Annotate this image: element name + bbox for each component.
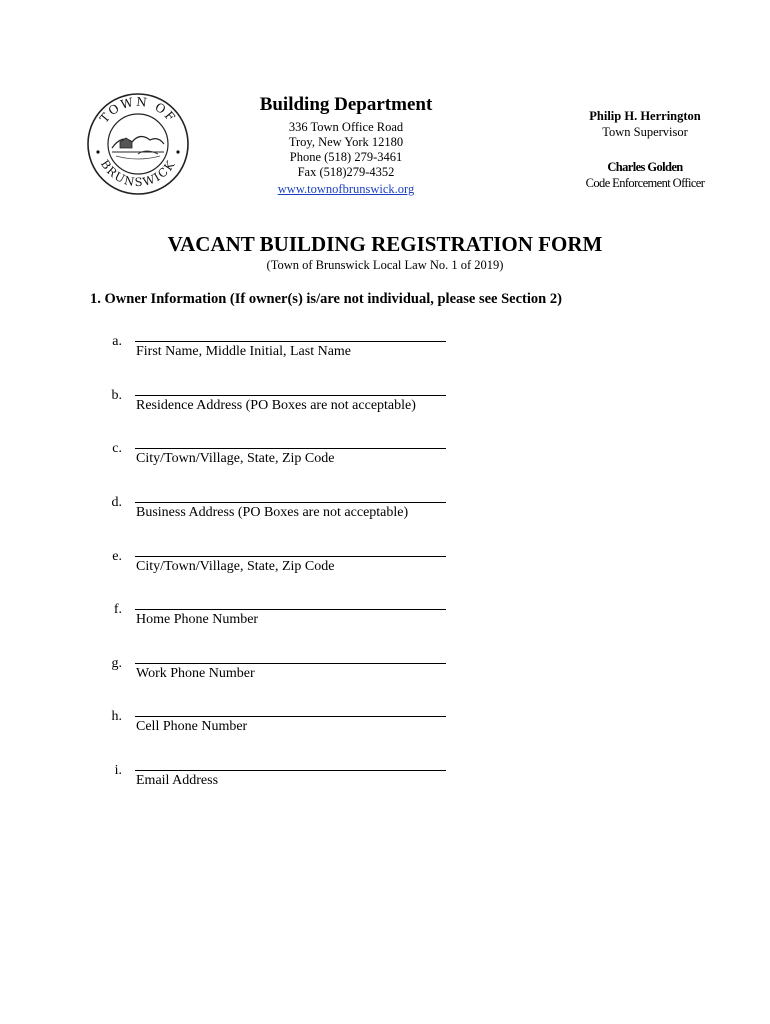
- field-input-line[interactable]: [135, 502, 446, 503]
- field-home-phone: [0, 602, 770, 649]
- department-name: Building Department: [259, 94, 433, 115]
- field-letter: e.: [112, 549, 122, 564]
- field-caption: Work Phone Number: [136, 666, 255, 681]
- svg-text:BRUNSWICK: BRUNSWICK: [97, 157, 179, 190]
- supervisor-name: Philip H. Herrington: [589, 109, 701, 123]
- field-cell-phone: [0, 709, 770, 756]
- town-seal-logo: [86, 92, 190, 196]
- field-letter: g.: [111, 656, 122, 671]
- field-input-line[interactable]: [135, 770, 446, 771]
- field-email: [0, 763, 770, 810]
- field-caption: Residence Address (PO Boxes are not acceptable): [136, 398, 416, 413]
- form-title: VACANT BUILDING REGISTRATION FORM: [167, 232, 603, 256]
- field-caption: City/Town/Village, State, Zip Code: [136, 451, 335, 466]
- field-input-line[interactable]: [135, 341, 446, 342]
- fax-number: Fax (518)279-4352: [297, 165, 395, 179]
- phone-number: Phone (518) 279-3461: [289, 150, 403, 164]
- field-letter: d.: [111, 495, 122, 510]
- website-link[interactable]: www.townofbrunswick.org: [277, 182, 415, 196]
- field-caption: City/Town/Village, State, Zip Code: [136, 559, 335, 574]
- address-city: Troy, New York 12180: [288, 135, 404, 149]
- code-officer-name: Charles Golden: [607, 160, 683, 174]
- field-letter: a.: [112, 334, 122, 349]
- field-business-city: [0, 549, 770, 596]
- field-residence-address: [0, 388, 770, 435]
- field-input-line[interactable]: [135, 395, 446, 396]
- address-street: 336 Town Office Road: [288, 120, 404, 134]
- field-letter: f.: [113, 602, 122, 617]
- field-input-line[interactable]: [135, 448, 446, 449]
- code-officer-title: Code Enforcement Officer: [585, 176, 705, 190]
- field-residence-city: [0, 441, 770, 488]
- field-work-phone: [0, 656, 770, 703]
- field-owner-name: [0, 334, 770, 381]
- field-input-line[interactable]: [135, 556, 446, 557]
- form-subtitle: (Town of Brunswick Local Law No. 1 of 2019): [266, 258, 504, 272]
- supervisor-title: Town Supervisor: [602, 125, 688, 139]
- field-input-line[interactable]: [135, 716, 446, 717]
- officials-block: [560, 108, 730, 191]
- field-input-line[interactable]: [135, 663, 446, 664]
- field-caption: First Name, Middle Initial, Last Name: [136, 344, 352, 359]
- field-caption: Home Phone Number: [136, 612, 259, 627]
- field-letter: c.: [112, 441, 122, 456]
- section-heading-owner-info: 1. Owner Information (If owner(s) is/are not individual, please see Section 2): [90, 291, 562, 307]
- field-letter: b.: [111, 388, 122, 403]
- field-input-line[interactable]: [135, 609, 446, 610]
- field-business-address: [0, 495, 770, 542]
- field-caption: Email Address: [136, 773, 219, 788]
- field-caption: Cell Phone Number: [136, 719, 248, 734]
- department-header: [226, 93, 466, 198]
- field-letter: i.: [114, 763, 122, 778]
- svg-text:TOWN OF: TOWN OF: [97, 94, 179, 126]
- field-caption: Business Address (PO Boxes are not acceptable): [136, 505, 409, 520]
- field-letter: h.: [111, 709, 122, 724]
